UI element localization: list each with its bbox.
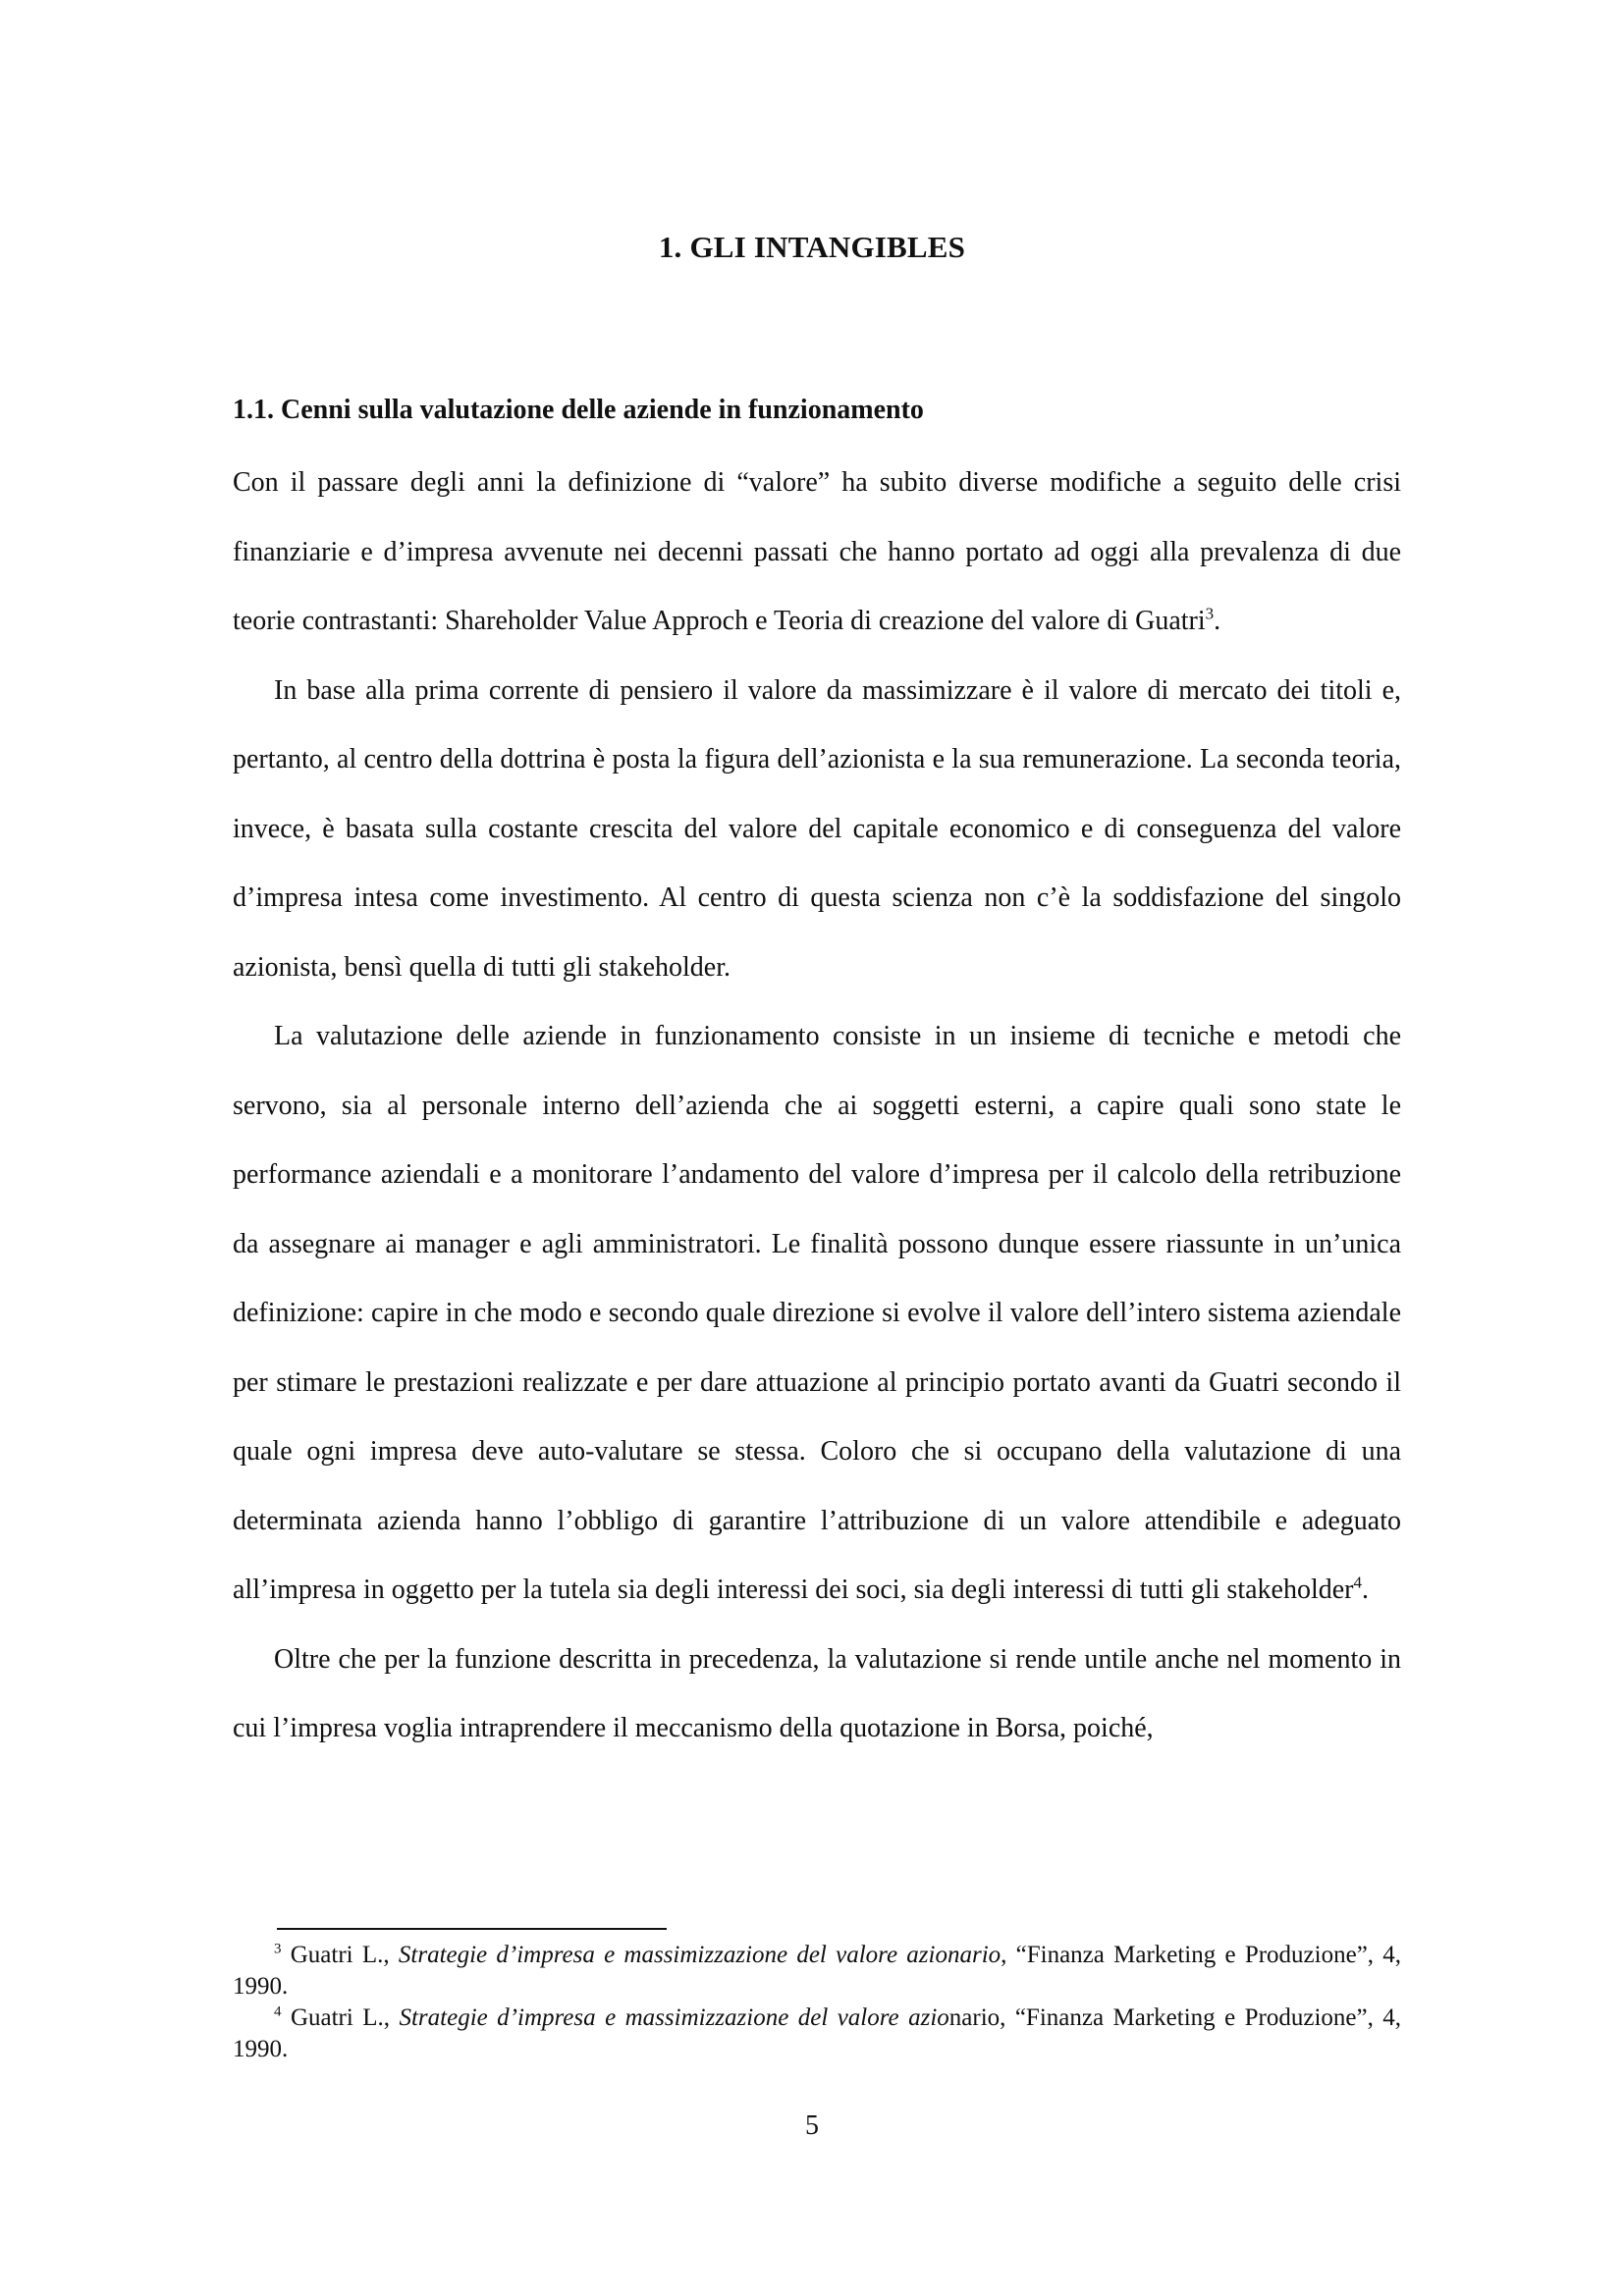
- footnote-3-title: Strategie d’impresa e massimizzazione del valore azionario: [398, 1942, 1001, 1968]
- paragraph-3: La valutazione delle aziende in funzionamento consiste in un insieme di tecniche e metodi che servono, sia al personale interno dell’azienda che ai soggetti esterni, a capire quali sono state le performance aziendali e a monitorare l’andamento del valore d’impresa per il calcolo della retribuzione da assegnare ai manager e agli amministratori. Le finalità possono dunque essere riassunte in un’unica definizione: capire in che modo e secondo quale direzione si evolve il valore dell’intero sistema aziendale per stimare le prestazioni realizzate e per dare attuazione al principio portato avanti da Guatri secondo il quale ogni impresa deve auto-valutare se stessa. Coloro che si occupano della valutazione di una determinata azienda hanno l’obbligo di garantire l’attribuzione di un valore attendibile e adeguato all’impresa in oggetto per la tutela sia degli interessi dei soci, sia degli interessi di tutti gli stakeholder$^4$.: [233, 1021, 1401, 1605]
- footnote-ref-4: 4: [1353, 1573, 1362, 1592]
- paragraph-4: Oltre che per la funzione descritta in precedenza, la valutazione si rende untile anche nel momento in cui l’impresa voglia intraprendere il meccanismo della quotazione in Borsa, poiché,: [233, 1643, 1401, 1743]
- footnote-ref-3: 3: [1205, 604, 1215, 623]
- chapter-title: 1. GLI INTANGIBLES: [658, 230, 966, 264]
- page-number: 5: [805, 2110, 819, 2141]
- paragraph-2: In base alla prima corrente di pensiero il valore da massimizzare è il valore di mercato dei titoli e, pertanto, al centro della dottrina è posta la figura dell’azionista e la sua remunerazione. La seconda teoria, invece, è basata sulla costante crescita del valore del capitale economico e di conseguenza del valore d’impresa intesa come investimento. Al centro di questa scienza non c’è la soddisfazione del singolo azionista, bensì quella di tutti gli stakeholder.: [233, 674, 1401, 983]
- paragraph-1: Con il passare degli anni la definizione di “valore” ha subito diverse modifiche a seguito delle crisi finanziarie e d’impresa avvenute nei decenni passati che hanno portato ad oggi alla prevalenza di due teorie contrastanti: Shareholder Value Approch e Teoria di creazione del valore di Guatri$^3$.: [233, 467, 1401, 636]
- section-title: 1.1. Cenni sulla valutazione delle aziende in funzionamento: [233, 395, 924, 425]
- footnote-4-title: Strategie d’impresa e massimizzazione del valore azio: [399, 2004, 949, 2031]
- footnote-3: $^3$ Guatri L., Strategie d’impresa e massimizzazione del valore azionario, “Finanza Marketing e Produzione”, 4, 1990.: [233, 1941, 1402, 2000]
- footnote-separator: [277, 1928, 667, 1930]
- body-text: [233, 449, 1401, 1764]
- footnote-4: $^4$ Guatri L., Strategie d’impresa e massimizzazione del valore azionario, “Finanza Marketing e Produzione”, 4, 1990.: [233, 2003, 1402, 2062]
- footnotes: [233, 1940, 1401, 2065]
